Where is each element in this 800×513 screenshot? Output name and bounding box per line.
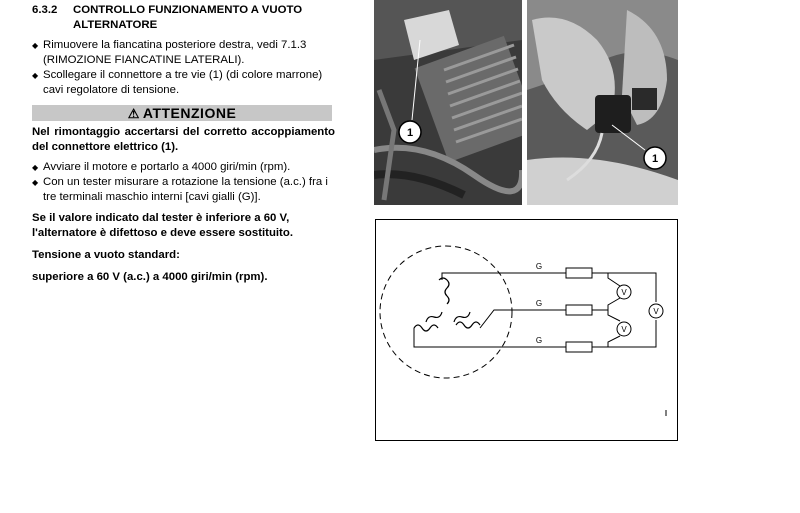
list-item: ◆ Scollegare il connettore a tre vie (1) (di colore marrone) cavi regolatore di tensione. bbox=[32, 68, 337, 98]
connector-photo bbox=[527, 0, 678, 205]
list-item: ◆ Avviare il motore e portarlo a 4000 giri/min (rpm). bbox=[32, 160, 337, 175]
regulator-photo bbox=[374, 0, 522, 205]
result-note: Se il valore indicato dal tester è inferiore a 60 V, l'alternatore è difettoso e deve essere sostituito. bbox=[32, 212, 293, 239]
wire-label: G bbox=[535, 299, 543, 308]
list-item: ◆ Rimuovere la fiancatina posteriore destra, vedi 7.1.3 (RIMOZIONE FIANCATINE LATERALI). bbox=[32, 38, 337, 68]
warning-icon: ⚠ bbox=[127, 106, 140, 121]
list-item: ◆ Con un tester misurare a rotazione la tensione (a.c.) fra i tre terminali maschio interni [cavi gialli (G)]. bbox=[32, 175, 337, 205]
steps-list-b bbox=[32, 160, 337, 205]
warning-text: Nel rimontaggio accertarsi del corretto accoppiamento del connettore elettrico (1). bbox=[32, 126, 335, 153]
voltmeter-label: V bbox=[621, 288, 627, 297]
standard-value: superiore a 60 V (a.c.) a 4000 giri/min (rpm). bbox=[32, 271, 268, 283]
warning-label: ATTENZIONE bbox=[142, 105, 237, 121]
steps-list-a bbox=[32, 38, 337, 98]
section-title: CONTROLLO FUNZIONAMENTO A VUOTO ALTERNATORE bbox=[73, 4, 303, 31]
callout-number: 1 bbox=[651, 153, 659, 165]
section-number: 6.3.2 bbox=[32, 4, 58, 16]
callout-number: 1 bbox=[406, 127, 414, 139]
warning-banner bbox=[32, 105, 332, 121]
wire-label: G bbox=[535, 336, 543, 345]
voltmeter-label: V bbox=[621, 325, 627, 334]
voltmeter-label: V bbox=[653, 307, 659, 316]
standard-label: Tensione a vuoto standard: bbox=[32, 249, 180, 261]
wire-label: G bbox=[535, 262, 543, 271]
wiring-diagram bbox=[375, 219, 678, 441]
